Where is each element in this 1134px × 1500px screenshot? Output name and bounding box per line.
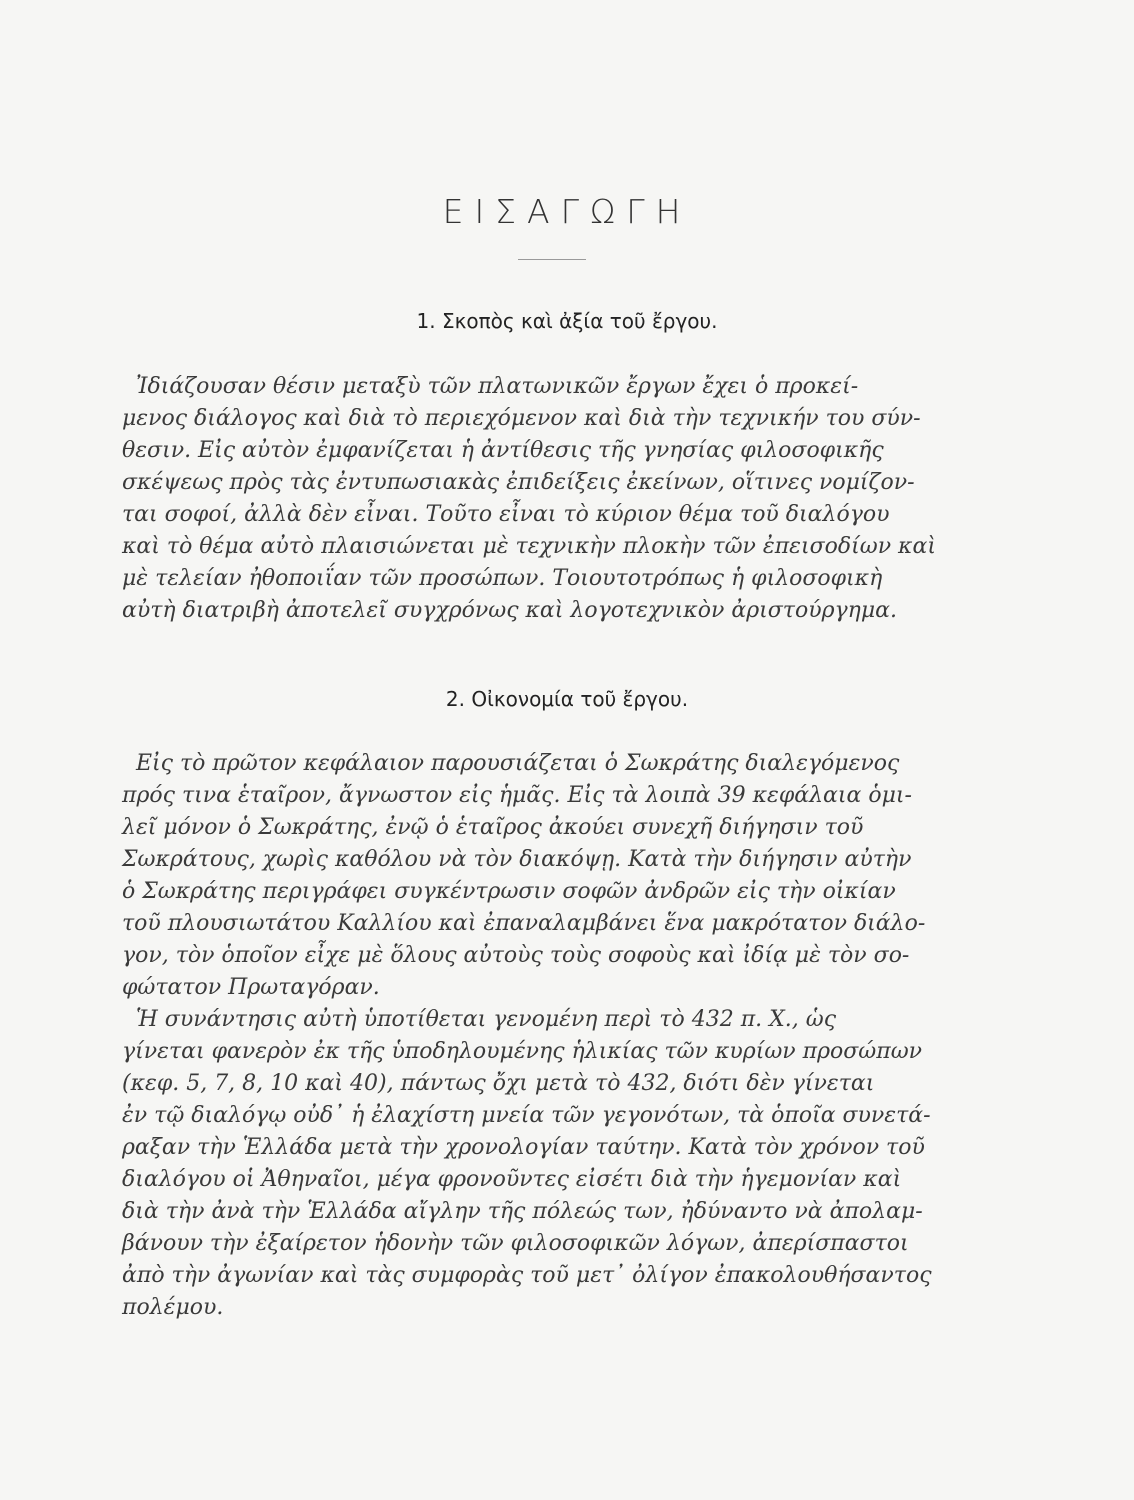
text-line: λεῖ μόνον ὁ Σωκράτης, ἐνῷ ὁ ἑταῖρος ἀκούει συνεχῆ διήγησιν τοῦ: [122, 815, 864, 840]
text-line: Ἰδιάζουσαν θέσιν μεταξὺ τῶν πλατωνικῶν ἔργων ἔχει ὁ προκεί-: [122, 374, 859, 399]
text-line: βάνουν τὴν ἐξαίρετον ἡδονὴν τῶν φιλοσοφικῶν λόγων, ἀπερίσπαστοι: [122, 1231, 909, 1256]
text-line: τοῦ πλουσιωτάτου Καλλίου καὶ ἐπαναλαμβάνει ἕνα μακρότατον διάλο-: [122, 911, 926, 936]
section-paragraph: [122, 748, 990, 1324]
text-line: θεσιν. Εἰς αὐτὸν ἐμφανίζεται ἡ ἀντίθεσις τῆς γνησίας φιλοσοφικῆς: [122, 438, 884, 463]
text-line: αὐτὴ διατριβὴ ἀποτελεῖ συγχρόνως καὶ λογοτεχνικὸν ἀριστούργημα.: [122, 598, 897, 623]
text-line: ται σοφοί, ἀλλὰ δὲν εἶναι. Τοῦτο εἶναι τὸ κύριον θέμα τοῦ διαλόγου: [122, 502, 890, 527]
text-line: σκέψεως πρὸς τὰς ἐντυπωσιακὰς ἐπιδείξεις ἐκείνων, οἵτινες νομίζον-: [122, 470, 915, 495]
text-line: μενος διάλογος καὶ διὰ τὸ περιεχόμενον καὶ διὰ τὴν τεχνικήν του σύν-: [122, 406, 921, 431]
text-line: διὰ τὴν ἀνὰ τὴν Ἑλλάδα αἴγλην τῆς πόλεώς των, ἠδύναντο νὰ ἀπολαμ-: [122, 1199, 923, 1224]
text-line: καὶ τὸ θέμα αὐτὸ πλαισιώνεται μὲ τεχνικὴν πλοκὴν τῶν ἐπεισοδίων καὶ: [122, 534, 936, 559]
text-line: Εἰς τὸ πρῶτον κεφάλαιον παρουσιάζεται ὁ Σωκράτης διαλεγόμενος: [122, 751, 900, 776]
text-line: Ἡ συνάντησις αὐτὴ ὑποτίθεται γενομένη περὶ τὸ 432 π. Χ., ὡς: [122, 1007, 837, 1032]
text-line: (κεφ. 5, 7, 8, 10 καὶ 40), πάντως ὄχι μετὰ τὸ 432, διότι δὲν γίνεται: [122, 1071, 875, 1096]
text-line: διαλόγου οἱ Ἀθηναῖοι, μέγα φρονοῦντες εἰσέτι διὰ τὴν ἡγεμονίαν καὶ: [122, 1167, 902, 1192]
text-line: πρός τινα ἑταῖρον, ἄγνωστον εἰς ἡμᾶς. Εἰς τὰ λοιπὰ 39 κεφάλαια ὁμι-: [122, 783, 912, 808]
page-title: ΕΙΣΑΓΩΓΗ: [442, 192, 692, 231]
section-heading: 2. Οἰκονομία τοῦ ἔργου.: [445, 687, 689, 711]
text-line: ραξαν τὴν Ἑλλάδα μετὰ τὴν χρονολογίαν ταύτην. Κατὰ τὸν χρόνον τοῦ: [122, 1135, 925, 1160]
text-line: πολέμου.: [122, 1295, 224, 1320]
text-line: γίνεται φανερὸν ἐκ τῆς ὑποδηλουμένης ἡλικίας τῶν κυρίων προσώπων: [122, 1039, 923, 1064]
text-line: ἀπὸ τὴν ἀγωνίαν καὶ τὰς συμφορὰς τοῦ μετ᾽ ὀλίγον ἐπακολουθήσαντος: [122, 1263, 932, 1288]
text-line: Σωκράτους, χωρὶς καθόλου νὰ τὸν διακόψῃ. Κατὰ τὴν διήγησιν αὐτὴν: [122, 847, 912, 872]
text-line: φώτατον Πρωταγόραν.: [122, 975, 380, 1000]
text-line: μὲ τελείαν ἠθοποιΐαν τῶν προσώπων. Τοιουτοτρόπως ἡ φιλοσοφικὴ: [122, 566, 883, 591]
text-line: γον, τὸν ὁποῖον εἶχε μὲ ὅλους αὐτοὺς τοὺς σοφοὺς καὶ ἰδίᾳ μὲ τὸν σο-: [122, 943, 910, 968]
section-heading: 1. Σκοπὸς καὶ ἀξία τοῦ ἔργου.: [416, 309, 718, 333]
text-line: ἐν τῷ διαλόγῳ οὐδ᾽ ἡ ἐλαχίστη μνεία τῶν γεγονότων, τὰ ὁποῖα συνετά-: [122, 1103, 931, 1128]
section-paragraph: [122, 371, 990, 627]
text-line: ὁ Σωκράτης περιγράφει συγκέντρωσιν σοφῶν ἀνδρῶν εἰς τὴν οἰκίαν: [122, 879, 896, 904]
title-divider: [518, 259, 586, 260]
